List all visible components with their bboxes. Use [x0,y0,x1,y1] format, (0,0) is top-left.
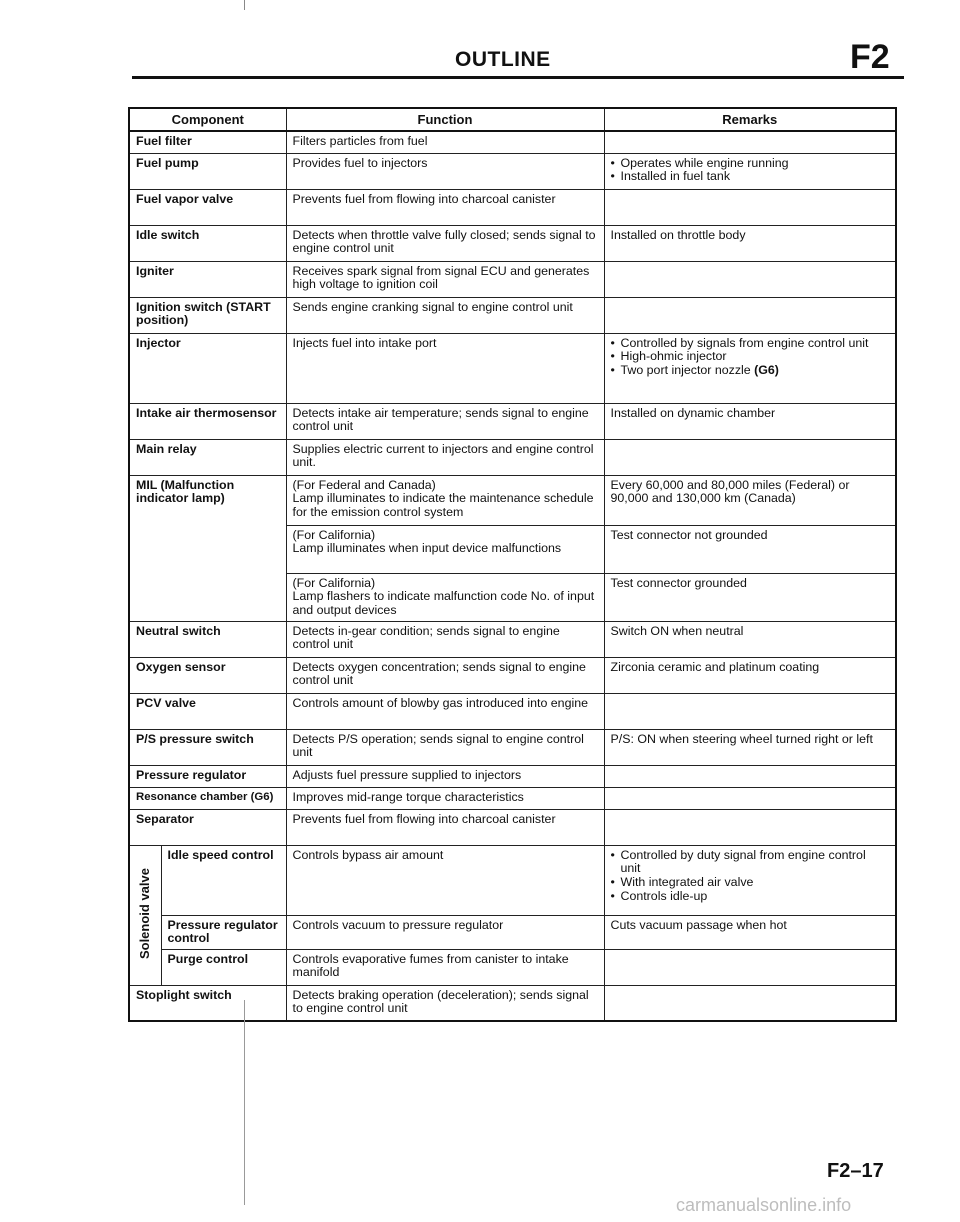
remarks-cell [604,693,896,729]
function-cell: Controls vacuum to pressure regulator [286,915,604,949]
column-header-remarks: Remarks [604,108,896,131]
remarks-cell [604,949,896,985]
component-table [128,107,897,1022]
table-row [129,225,896,261]
function-cell: Controls evaporative fumes from canister to intake manifold [286,949,604,985]
component-cell: Oxygen sensor [129,657,286,693]
remark-item: • Controlled by signals from engine control unit [611,337,890,351]
remarks-cell: Every 60,000 and 80,000 miles (Federal) or 90,000 and 130,000 km (Canada) [604,475,896,525]
component-cell: Fuel pump [129,153,286,189]
function-cell: Prevents fuel from flowing into charcoal canister [286,189,604,225]
section-code: F2 [850,38,890,76]
function-cell: Sends engine cranking signal to engine control unit [286,297,604,333]
table-row [129,787,896,809]
remarks-cell [604,809,896,845]
function-cell: (For California) Lamp illuminates when input device malfunctions [286,525,604,573]
function-cell: Detects in-gear condition; sends signal to engine control unit [286,621,604,657]
remarks-cell [604,439,896,475]
function-cell: Filters particles from fuel [286,131,604,153]
function-cell: Detects braking operation (deceleration); sends signal to engine control unit [286,985,604,1021]
remarks-cell [604,845,896,915]
remarks-cell [604,985,896,1021]
component-cell: Idle speed control [161,845,286,915]
table-row [129,621,896,657]
function-cell: Improves mid-range torque characteristics [286,787,604,809]
component-cell: Igniter [129,261,286,297]
component-cell: Pressure regulator control [161,915,286,949]
table-row [129,915,896,949]
remarks-cell: P/S: ON when steering wheel turned right or left [604,729,896,765]
function-cell: (For Federal and Canada) Lamp illuminates to indicate the maintenance schedule for the emission control system [286,475,604,525]
model-code: (G6) [754,363,779,378]
column-header-function: Function [286,108,604,131]
remark-item: • Operates while engine running [611,157,890,171]
solenoid-valve-label: Solenoid valve [136,867,152,959]
watermark: carmanualsonline.info [676,1195,852,1215]
function-cell: Controls amount of blowby gas introduced into engine [286,693,604,729]
function-cell: Detects P/S operation; sends signal to engine control unit [286,729,604,765]
table-row [129,949,896,985]
table-row [129,261,896,297]
table-row [129,657,896,693]
remark-item: • With integrated air valve [611,876,890,890]
component-cell: Ignition switch (START position) [129,297,286,333]
remarks-cell: Installed on throttle body [604,225,896,261]
function-cell: Detects intake air temperature; sends signal to engine control unit [286,403,604,439]
remark-item: • High-ohmic injector [611,350,890,364]
component-cell: Idle switch [129,225,286,261]
table-row [129,765,896,787]
table-row [129,131,896,153]
remarks-cell: Test connector not grounded [604,525,896,573]
function-cell: Controls bypass air amount [286,845,604,915]
remarks-cell: Installed on dynamic chamber [604,403,896,439]
function-cell: Adjusts fuel pressure supplied to injectors [286,765,604,787]
remarks-cell [604,787,896,809]
remarks-cell [604,765,896,787]
function-cell: Detects when throttle valve fully closed; sends signal to engine control unit [286,225,604,261]
component-cell: P/S pressure switch [129,729,286,765]
remarks-cell: Cuts vacuum passage when hot [604,915,896,949]
remark-item: • Installed in fuel tank [611,170,890,184]
page-title: OUTLINE [455,48,551,71]
component-cell: Intake air thermosensor [129,403,286,439]
component-cell: Resonance chamber (G6) [129,787,286,809]
header-rule [132,76,904,79]
component-cell: Stoplight switch [129,985,286,1021]
remarks-cell: Zirconia ceramic and platinum coating [604,657,896,693]
remarks-cell [604,333,896,403]
component-cell: PCV valve [129,693,286,729]
column-header-component: Component [129,108,286,131]
function-cell: (For California) Lamp flashers to indicate malfunction code No. of input and output devices [286,573,604,621]
component-cell: Fuel vapor valve [129,189,286,225]
scan-mark [244,0,245,10]
component-cell: Main relay [129,439,286,475]
table-row [129,297,896,333]
table-row [129,729,896,765]
page-number: F2–17 [827,1160,884,1182]
table-row [129,809,896,845]
component-cell: MIL (Malfunction indicator lamp) [129,475,286,621]
remarks-cell [604,131,896,153]
component-cell: Pressure regulator [129,765,286,787]
remarks-cell [604,297,896,333]
remarks-cell: Switch ON when neutral [604,621,896,657]
component-cell: Injector [129,333,286,403]
component-cell: Purge control [161,949,286,985]
remark-item [611,364,890,378]
remark-item: • Controlled by duty signal from engine control unit [611,849,890,877]
component-cell: Fuel filter [129,131,286,153]
function-cell: Prevents fuel from flowing into charcoal canister [286,809,604,845]
remarks-cell: Test connector grounded [604,573,896,621]
table-row [129,439,896,475]
remarks-cell [604,153,896,189]
table-row [129,333,896,403]
remarks-cell [604,261,896,297]
table-row [129,693,896,729]
function-cell: Supplies electric current to injectors and engine control unit. [286,439,604,475]
table-row [129,189,896,225]
table-row [129,845,896,915]
function-cell: Receives spark signal from signal ECU and generates high voltage to ignition coil [286,261,604,297]
solenoid-valve-group [129,845,161,985]
function-cell: Provides fuel to injectors [286,153,604,189]
remark-item: • Controls idle-up [611,890,890,904]
table-row [129,403,896,439]
remark-item-text: Two port injector nozzle [620,363,751,378]
component-cell: Separator [129,809,286,845]
component-cell: Neutral switch [129,621,286,657]
table-row [129,153,896,189]
function-cell: Injects fuel into intake port [286,333,604,403]
table-row [129,475,896,525]
binding-margin-line [244,1000,245,1205]
remarks-cell [604,189,896,225]
function-cell: Detects oxygen concentration; sends signal to engine control unit [286,657,604,693]
